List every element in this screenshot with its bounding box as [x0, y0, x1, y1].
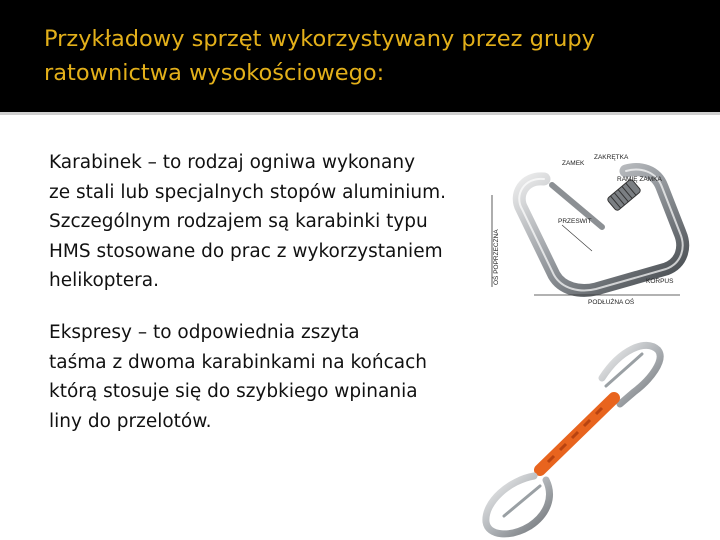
title-bar	[0, 0, 720, 112]
text-line: helikoptera.	[49, 270, 159, 291]
text-line: HMS stosowane do prac z wykorzystaniem	[49, 240, 443, 262]
label-zamek: ZAMEK	[562, 160, 585, 167]
text-line: taśma z dwoma karabinkami na końcach	[49, 351, 427, 373]
text-line: którą stosuje się do szybkiego wpinania	[49, 381, 418, 402]
label-korpus: KORPUS	[646, 278, 674, 285]
text-line: ze stali lub specjalnych stopów aluminium.	[49, 181, 446, 203]
carabiner-body	[519, 170, 682, 291]
label-zakretka: ZAKRĘTKA	[594, 154, 629, 161]
slide-content	[0, 115, 720, 540]
label-os-poprzeczna: OŚ POPRZECZNA	[493, 229, 500, 285]
text-line: Karabinek – to rodzaj ogniwa wykonany	[49, 152, 416, 173]
carabiner-description	[49, 148, 446, 296]
label-ramie-zamka: RAMIĘ ZAMKA	[617, 176, 662, 183]
slide-title: Przykładowy sprzęt wykorzystywany przez grupy ratownictwa wysokościowego:	[44, 26, 595, 86]
quickdraw-image	[470, 320, 670, 540]
screw-lock	[607, 179, 642, 212]
quickdraw-description	[49, 318, 427, 436]
label-przeswit: PRZESWIT	[558, 218, 592, 225]
text-line: Szczególnym rodzajem są karabinki typu	[49, 211, 428, 232]
text-line: Ekspresy – to odpowiednia zszyta	[49, 322, 360, 343]
text-line: liny do przelotów.	[49, 410, 212, 432]
label-podluzna-os: PODŁUŻNA OŚ	[588, 299, 635, 306]
carabiner-diagram	[484, 147, 704, 307]
